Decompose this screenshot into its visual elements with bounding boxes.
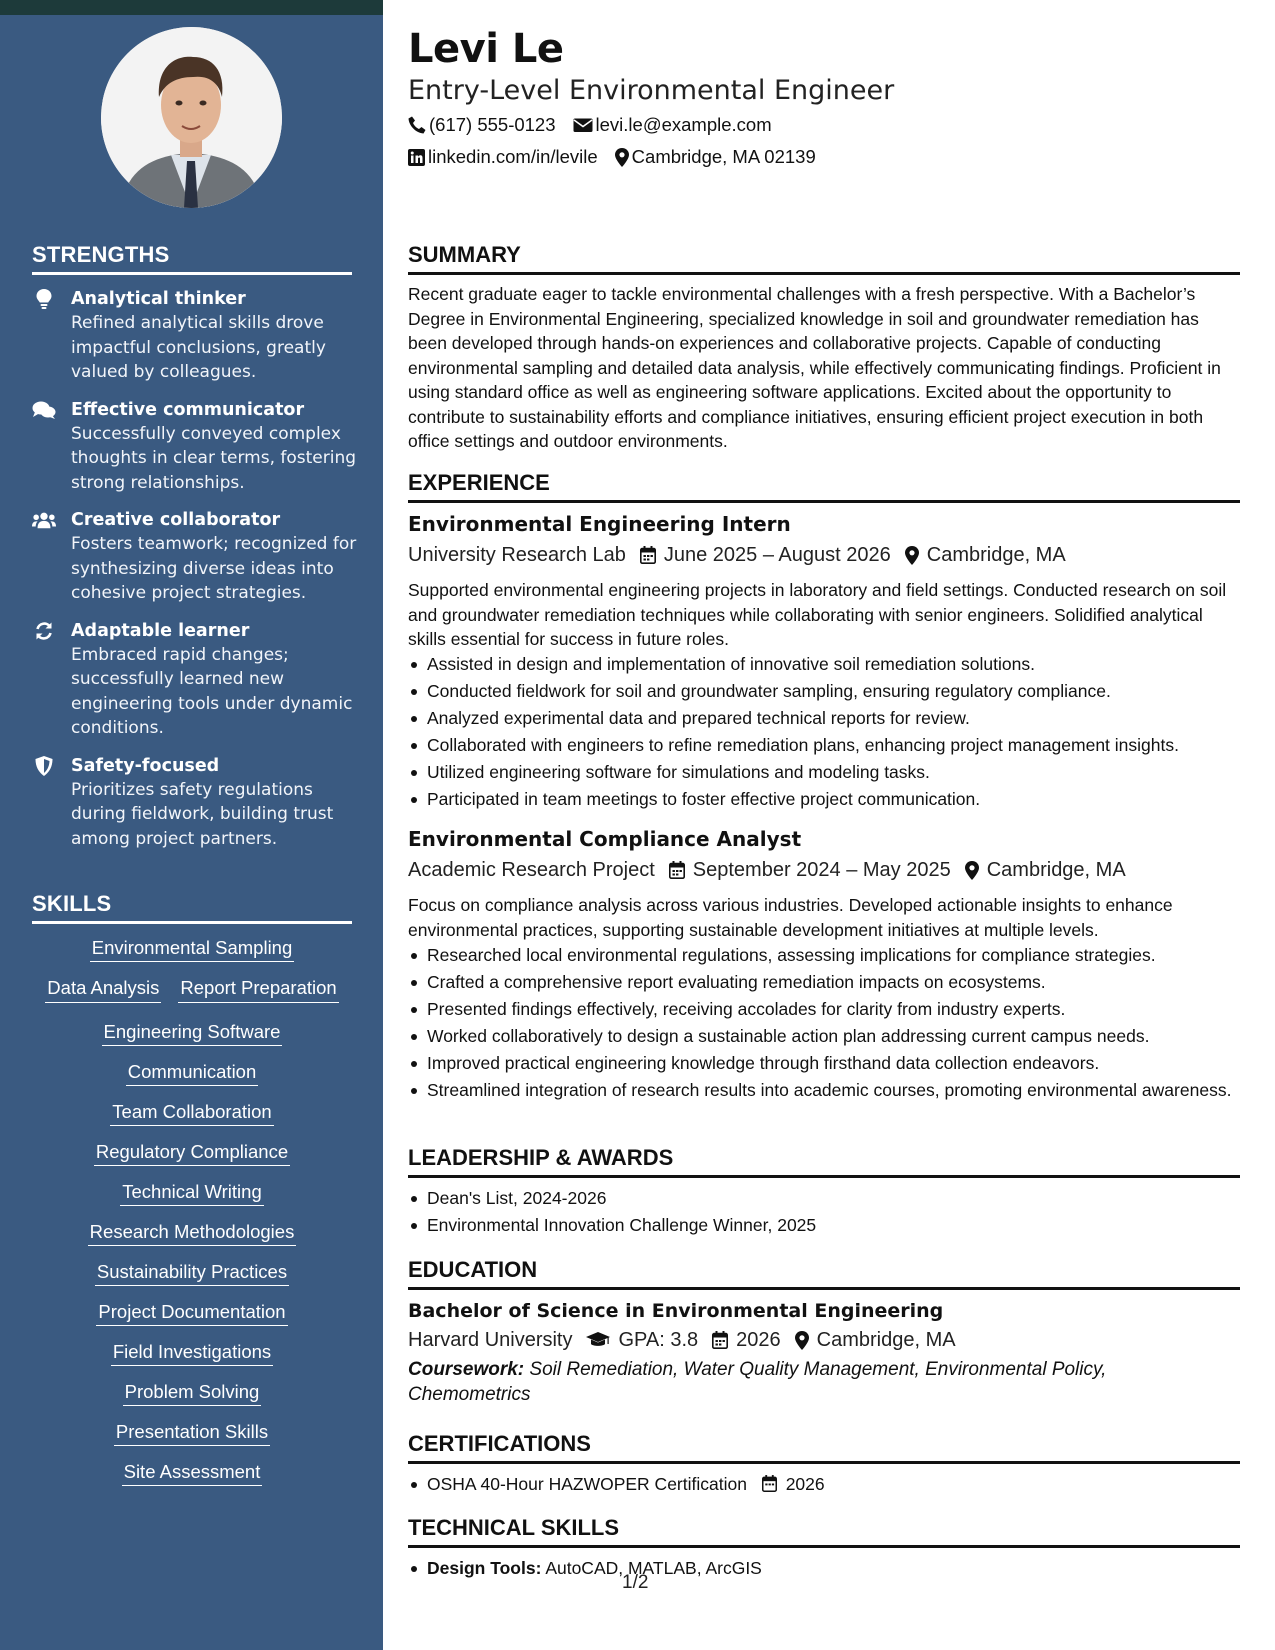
experience-heading: EXPERIENCE (408, 469, 1240, 503)
list-item: Collaborated with engineers to refine remediation plans, enhancing project management insights. (408, 733, 1240, 757)
certification-year: 2026 (785, 1474, 825, 1494)
strength-title: Analytical thinker (71, 289, 246, 309)
certifications-list (408, 1472, 1240, 1501)
skill-tag: Regulatory Compliance (94, 1141, 290, 1166)
technical-skill-value: AutoCAD, MATLAB, ArcGIS (545, 1558, 762, 1578)
comments-icon (32, 400, 56, 420)
school-name: Harvard University (408, 1329, 573, 1351)
skill-row (32, 936, 352, 959)
gpa-text: GPA: 3.8 (618, 1329, 699, 1351)
phone-icon (408, 116, 426, 134)
contact-linkedin[interactable] (408, 146, 598, 168)
strength-item (32, 287, 362, 385)
list-item: Dean's List, 2024-2026 (408, 1186, 1240, 1210)
job-dates: September 2024 – May 2025 (692, 859, 951, 881)
envelope-icon (573, 117, 593, 133)
technical-skill-label: Design Tools: (427, 1558, 542, 1578)
coursework-list: Soil Remediation, Water Quality Management, Environmental Policy, Chemometrics (408, 1359, 1107, 1405)
job-meta (408, 857, 1126, 883)
contact-location (615, 146, 816, 168)
list-item: Participated in team meetings to foster effective project communication. (408, 787, 1240, 811)
skill-row (32, 1020, 352, 1043)
strength-title: Safety-focused (71, 755, 220, 776)
skill-tag: Report Preparation (178, 976, 338, 1003)
list-item: Conducted fieldwork for soil and groundwater sampling, ensuring regulatory compliance. (408, 679, 1240, 703)
skill-tag: Sustainability Practices (95, 1261, 289, 1286)
skill-tag: Field Investigations (111, 1341, 273, 1366)
email-link[interactable]: levi.le@example.com (595, 114, 772, 135)
skill-row (32, 1300, 352, 1323)
list-item (408, 1472, 1240, 1498)
skill-tag: Communication (126, 1061, 259, 1086)
skill-row (32, 1260, 352, 1283)
skill-tag: Data Analysis (45, 976, 161, 1003)
job-bullets (408, 652, 1240, 814)
education-heading: EDUCATION (408, 1256, 1240, 1290)
skills-list (32, 936, 352, 1483)
contact-email[interactable] (573, 114, 772, 136)
skill-tag: Engineering Software (102, 1021, 283, 1046)
job-organization: University Research Lab (408, 544, 626, 566)
skill-row (32, 1220, 352, 1243)
phone-text: (617) 555-0123 (429, 114, 556, 135)
linkedin-icon (408, 149, 425, 166)
skill-row (32, 1140, 352, 1163)
strength-description: Embraced rapid changes; successfully learned new engineering tools under dynamic conditions. (71, 644, 353, 738)
skills-heading: SKILLS (32, 891, 352, 924)
skill-tag: Team Collaboration (110, 1101, 273, 1126)
summary-heading: SUMMARY (408, 241, 1240, 275)
graduation-year: 2026 (736, 1329, 781, 1351)
linkedin-link[interactable]: linkedin.com/in/levile (428, 146, 598, 167)
sidebar-top-bar (0, 0, 383, 15)
strength-item (32, 398, 362, 496)
calendar-icon (669, 861, 685, 879)
job-dates: June 2025 – August 2026 (663, 544, 891, 566)
job-meta (408, 542, 1066, 568)
list-item (408, 1556, 1240, 1580)
skill-row (32, 1100, 352, 1123)
list-item: Researched local environmental regulations, assessing implications for compliance strategies. (408, 943, 1240, 967)
location-text: Cambridge, MA 02139 (631, 146, 816, 167)
job-organization: Academic Research Project (408, 859, 655, 881)
job-location: Cambridge, MA (926, 544, 1066, 566)
coursework-label: Coursework: (408, 1359, 525, 1380)
certifications-heading: CERTIFICATIONS (408, 1430, 1240, 1464)
shield-icon (32, 756, 56, 776)
skill-tag: Technical Writing (120, 1181, 264, 1206)
map-marker-icon (615, 148, 629, 167)
strength-title: Effective communicator (71, 399, 305, 420)
users-icon (32, 510, 56, 530)
list-item: Utilized engineering software for simulations and modeling tasks. (408, 760, 1240, 784)
strength-description: Fosters teamwork; recognized for synthesizing diverse ideas into cohesive project strategies. (71, 534, 357, 603)
strength-title: Creative collaborator (71, 510, 281, 530)
list-item: Streamlined integration of research results into academic courses, promoting environmental awareness. (408, 1078, 1240, 1102)
strength-description: Prioritizes safety regulations during fieldwork, building trust among project partners. (71, 779, 334, 849)
skill-row (32, 1460, 352, 1483)
graduation-cap-icon (586, 1332, 610, 1348)
list-item: Environmental Innovation Challenge Winner, 2025 (408, 1213, 1240, 1237)
job-description: Focus on compliance analysis across various industries. Developed actionable insights to enhance environmental practices, supporting sustainable development initiatives at multiple levels. (408, 895, 1173, 940)
skill-tag: Research Methodologies (88, 1221, 297, 1246)
map-marker-icon (965, 861, 979, 880)
skill-tag: Presentation Skills (114, 1421, 270, 1446)
page-number: 1/2 (622, 1572, 649, 1593)
technical-skills-heading: TECHNICAL SKILLS (408, 1514, 1240, 1548)
job-location: Cambridge, MA (986, 859, 1126, 881)
sidebar (0, 0, 383, 1650)
skill-row (32, 1180, 352, 1203)
list-item: Assisted in design and implementation of innovative soil remediation solutions. (408, 652, 1240, 676)
summary-text: Recent graduate eager to tackle environmental challenges with a fresh perspective. With a Bachelor’s Degree in Environmental Engineering, specialized knowledge in soil and groundwater remediation has been developed through hands-on experiences and collaborative projects. Capable of conducting environmental sampling and detailed data analysis, while effectively communicating findings. Proficient in using standard office as well as engineering software applications. Excited about the opportunity to contribute to sustainability efforts and compliance initiatives, ensuring efficient project execution in both office settings and outdoor environments. (408, 284, 1221, 451)
job-title: Environmental Compliance Analyst (408, 827, 802, 851)
technical-skills-list (408, 1556, 1240, 1583)
strengths-list (32, 287, 362, 864)
coursework (408, 1358, 1178, 1407)
education-meta (408, 1327, 956, 1353)
strength-item (32, 754, 362, 852)
skill-tag: Project Documentation (96, 1301, 287, 1326)
strength-description: Successfully conveyed complex thoughts in clear terms, fostering strong relationships. (71, 423, 357, 493)
candidate-name: Levi Le (408, 26, 564, 72)
strength-item (32, 619, 362, 741)
skill-row (32, 1420, 352, 1443)
list-item: Presented findings effectively, receiving accolades for clarity from industry experts. (408, 997, 1240, 1021)
lightbulb-icon (32, 289, 56, 309)
list-item: Crafted a comprehensive report evaluating remediation impacts on ecosystems. (408, 970, 1240, 994)
skill-row (32, 1340, 352, 1363)
list-item: Analyzed experimental data and prepared technical reports for review. (408, 706, 1240, 730)
candidate-title: Entry-Level Environmental Engineer (408, 75, 895, 106)
calendar-icon (640, 546, 656, 564)
profile-photo (101, 27, 282, 208)
strength-description: Refined analytical skills drove impactful conclusions, greatly valued by colleagues. (71, 313, 326, 382)
leadership-list (408, 1186, 1240, 1240)
school-location: Cambridge, MA (816, 1329, 956, 1351)
strength-title: Adaptable learner (71, 620, 250, 641)
calendar-icon (762, 1474, 777, 1498)
skill-tag: Problem Solving (123, 1381, 262, 1406)
strength-item (32, 508, 362, 606)
contact-phone (408, 114, 556, 136)
map-marker-icon (795, 1331, 809, 1350)
list-item: Improved practical engineering knowledge through firsthand data collection endeavors. (408, 1051, 1240, 1075)
skill-row (32, 1060, 352, 1083)
skill-tag: Environmental Sampling (90, 937, 295, 962)
job-description: Supported environmental engineering projects in laboratory and field settings. Conducted research on soil and groundwater remediation techniques while collaborating with senior engineers. Solidified analytical skills essential for success in future roles. (408, 580, 1227, 649)
degree-title: Bachelor of Science in Environmental Engineering (408, 1300, 944, 1322)
skill-tag: Site Assessment (122, 1461, 263, 1486)
calendar-icon (712, 1331, 728, 1349)
leadership-heading: LEADERSHIP & AWARDS (408, 1144, 1240, 1178)
skill-row (32, 1380, 352, 1403)
contact-row (408, 146, 833, 168)
certification-name: OSHA 40-Hour HAZWOPER Certification (427, 1474, 747, 1494)
job-bullets (408, 943, 1240, 1105)
strengths-heading: STRENGTHS (32, 242, 352, 275)
sync-icon (32, 621, 56, 641)
job-title: Environmental Engineering Intern (408, 512, 791, 536)
list-item: Worked collaboratively to design a sustainable action plan addressing current campus needs. (408, 1024, 1240, 1048)
contact-row (408, 114, 789, 136)
map-marker-icon (905, 546, 919, 565)
